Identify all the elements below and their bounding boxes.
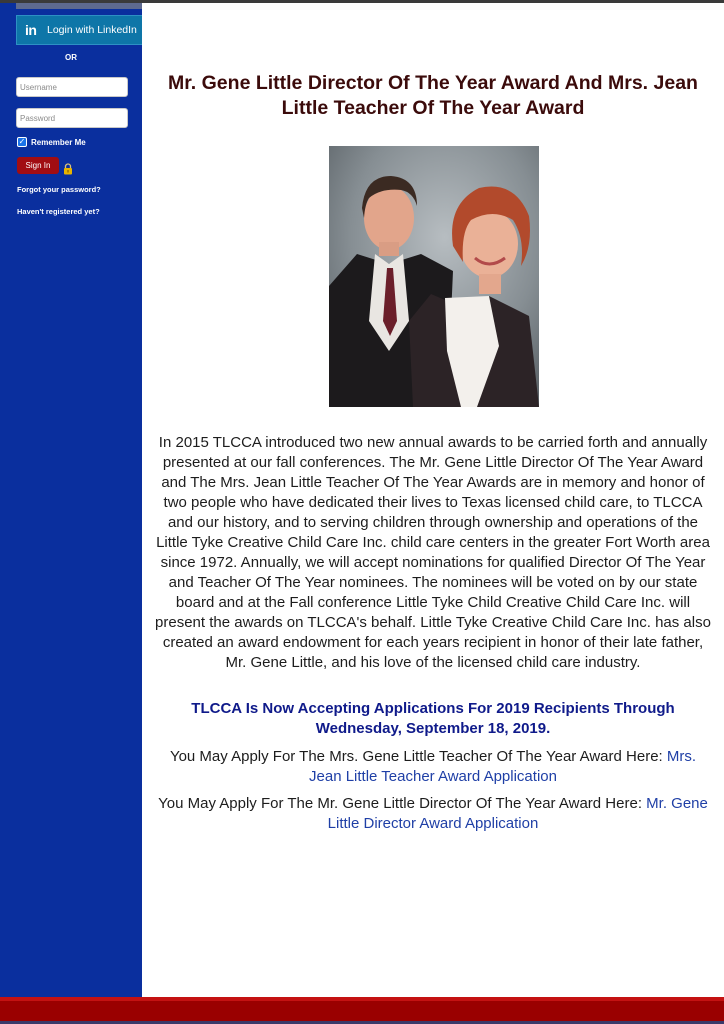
founders-portrait-illustration [329,146,539,407]
login-with-linkedin-button[interactable] [16,15,143,45]
lock-icon [63,163,73,175]
director-award-application-link[interactable]: Mr. Gene Little Director Award Application [327,795,708,832]
teacher-apply-text: You May Apply For The Mrs. Gene Little Teacher Of The Year Award Here: [169,748,667,765]
award-founders-photo [329,146,539,407]
username-input[interactable] [16,77,128,97]
page-title: Mr. Gene Little Director Of The Year Award And Mrs. Jean Little Teacher Of The Year Award [168,72,698,119]
sign-in-button[interactable]: Sign In [17,157,59,174]
forgot-password-link[interactable]: Forgot your password? [17,185,101,194]
linkedin-button-label: Login with LinkedIn [47,24,137,36]
award-description: In 2015 TLCCA introduced two new annual awards to be carried forth and annually presented at our fall conferences. The Mr. Gene Little Director Of The Year Award and The Mrs. Jean Little Teacher Of The Year Awards are in memory and honor of two people who have dedicated their lives to Texas licensed child care, to TLCCA and our history, and to serving children through ownership and operations of the Little Tyke Creative Child Care Inc. child care centers in the greater Fort Worth area since 1972. Annually, we will accept nominations for qualified Director Of The Year and Teacher Of The Year nominees. The nominees will be voted on by our state board and at the Fall conference Little Tyke Child Creative Child Care Inc. will present the awards on TLCCA's behalf. Little Tyke Creative Child Care Inc. has also created an award endowment for each years recipient in honor of their late father, Mr. Gene Little, and his love of the licensed child care industry. [155,434,711,671]
linkedin-icon: in [25,22,37,38]
remember-me-checkbox[interactable]: ✓ [18,137,26,146]
or-divider-label: OR [65,53,77,62]
director-award-apply-paragraph [154,794,712,834]
main-content [142,3,724,997]
applications-deadline-notice: TLCCA Is Now Accepting Applications For 2019 Recipients Through Wednesday, September 18, 2019. [191,700,675,737]
teacher-award-application-link[interactable]: Mrs. Jean Little Teacher Award Application [309,748,697,785]
register-link[interactable]: Haven't registered yet? [17,207,100,216]
remember-me-row[interactable] [17,137,86,147]
director-apply-text: You May Apply For The Mr. Gene Little Director Of The Year Award Here: [158,795,647,812]
remember-me-label: Remember Me [31,137,86,147]
footer-bar [0,997,724,1024]
teacher-award-apply-paragraph [154,747,712,787]
sidebar-top-strip [16,3,142,9]
footer-bar-highlight [0,997,724,1001]
password-input[interactable] [16,108,128,128]
login-sidebar [0,3,142,997]
